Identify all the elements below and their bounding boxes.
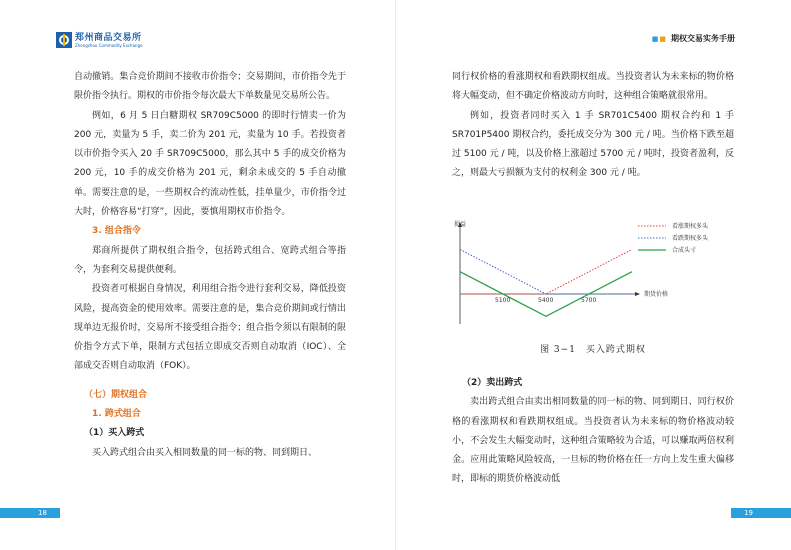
subsection-heading: 1. 跨式组合 bbox=[92, 409, 141, 420]
figure-caption: 图 3−1 买入跨式期权 bbox=[540, 345, 646, 355]
page-number: 18 bbox=[38, 509, 47, 517]
x-axis-label: 期货价格 bbox=[644, 291, 669, 298]
paragraph: 郑商所提供了期权组合指令，包括跨式组合、宽跨式组合等指令，为套利交易提供便利。 bbox=[74, 245, 346, 275]
right-text-column bbox=[452, 68, 734, 184]
footer-bar bbox=[0, 508, 60, 518]
header-dots-icon: ■■ bbox=[651, 34, 667, 43]
paragraph: 卖出跨式组合由卖出相同数量的同一标的物、同到期日、同行权价格的看涨期权和看跌期权组成。当投资者认为未来标的物价格波动较小，不会发生大幅变动时，这种组合策略较为合适，可以赚取两倍权利金。应用此策略风险较高，一旦标的物价格在任一方向上发生重大偏移时，即标的期货价格波动低 bbox=[452, 397, 734, 485]
left-text-column bbox=[74, 68, 346, 463]
y-axis-label: 损益 bbox=[454, 221, 467, 228]
paragraph: 同行权价格的看涨期权和看跌期权组成。当投资者认为未来标的物价格将大幅变动，但不确定价格波动方向时，这种组合策略就很常用。 bbox=[452, 72, 734, 102]
x-tick-label: 5400 bbox=[538, 297, 554, 304]
legend-call-label: 看涨期权多头 bbox=[672, 223, 709, 230]
legend-combo-label: 合成头寸 bbox=[672, 247, 697, 254]
paragraph: 例如，投资者同时买入 1 手 SR701C5400 期权合约和 1 手 SR701P5400 期权合约，委托成交分为 300 元 / 吨。当价格下跌至超过 5100 元 / 吨，以及价格上涨超过 5700 元 / 吨时，投资者盈利，反之，则最大亏损额为支付的权利金 300 元 / 吨。 bbox=[452, 110, 734, 179]
right-page bbox=[396, 0, 791, 550]
paragraph: 投资者可根据自身情况，利用组合指令进行套利交易，降低投资风险，提高资金的使用效率。需要注意的是，集合竞价期间或行情出现单边无报价时，交易所不接受组合指令；组合指令须以有限制的限价指令方式下单，限制方式包括立即成交否则自动取消（IOC）、全部成交否则自动取消（FOK）。 bbox=[74, 284, 346, 372]
exchange-logo bbox=[56, 32, 143, 48]
section-heading: 3. 组合指令 bbox=[92, 226, 141, 237]
section-heading: （七）期权组合 bbox=[84, 389, 148, 400]
series-line-put bbox=[460, 249, 632, 294]
subsubsection-heading: （2）卖出跨式 bbox=[462, 378, 523, 388]
x-axis-arrow-icon bbox=[635, 292, 640, 296]
right-text-column-lower bbox=[452, 374, 734, 490]
paragraph: 例如，6 月 5 日白糖期权 SR709C5000 的即时行情卖一价为 200 元，卖量为 5 手，卖二价为 201 元，卖量为 10 手。若投资者以市价指令买入 20 手 SR709C5000，那么其中 5 手的成交价格为 200 元，10 手的成交价格为 201 元，剩余未成交的 5 手自动撤单。需要注意的是，一些期权合约流动性低，挂单量少，市价指令过大时，价格容易“打穿”，因此，要慎用期权市价指令。 bbox=[74, 110, 346, 218]
x-tick-label: 5100 bbox=[495, 297, 511, 304]
footer-bar bbox=[731, 508, 791, 518]
plot-area bbox=[460, 249, 668, 316]
logo-english-name: Zhengzhou Commodity Exchange bbox=[75, 42, 143, 48]
legend-put-label: 看跌期权多头 bbox=[672, 235, 709, 242]
series-line-call bbox=[460, 249, 632, 294]
page-number: 19 bbox=[744, 509, 753, 517]
book-title: 期权交易实务手册 bbox=[671, 34, 735, 43]
logo-chinese-name: 郑州商品交易所 bbox=[75, 32, 142, 43]
exchange-logo-icon bbox=[56, 32, 72, 48]
paragraph: 自动撤销。集合竞价期间不接收市价指令；交易期间，市价指令先于限价指令执行。期权的市价指令每次最大下单数量见交易所公告。 bbox=[74, 72, 346, 102]
paragraph: 买入跨式组合由买入相同数量的同一标的物、同到期日、 bbox=[92, 447, 318, 458]
x-tick-label: 5700 bbox=[581, 297, 597, 304]
running-header bbox=[652, 33, 735, 44]
subsubsection-heading: （1）买入跨式 bbox=[84, 428, 145, 439]
exchange-logo-text bbox=[75, 33, 143, 48]
